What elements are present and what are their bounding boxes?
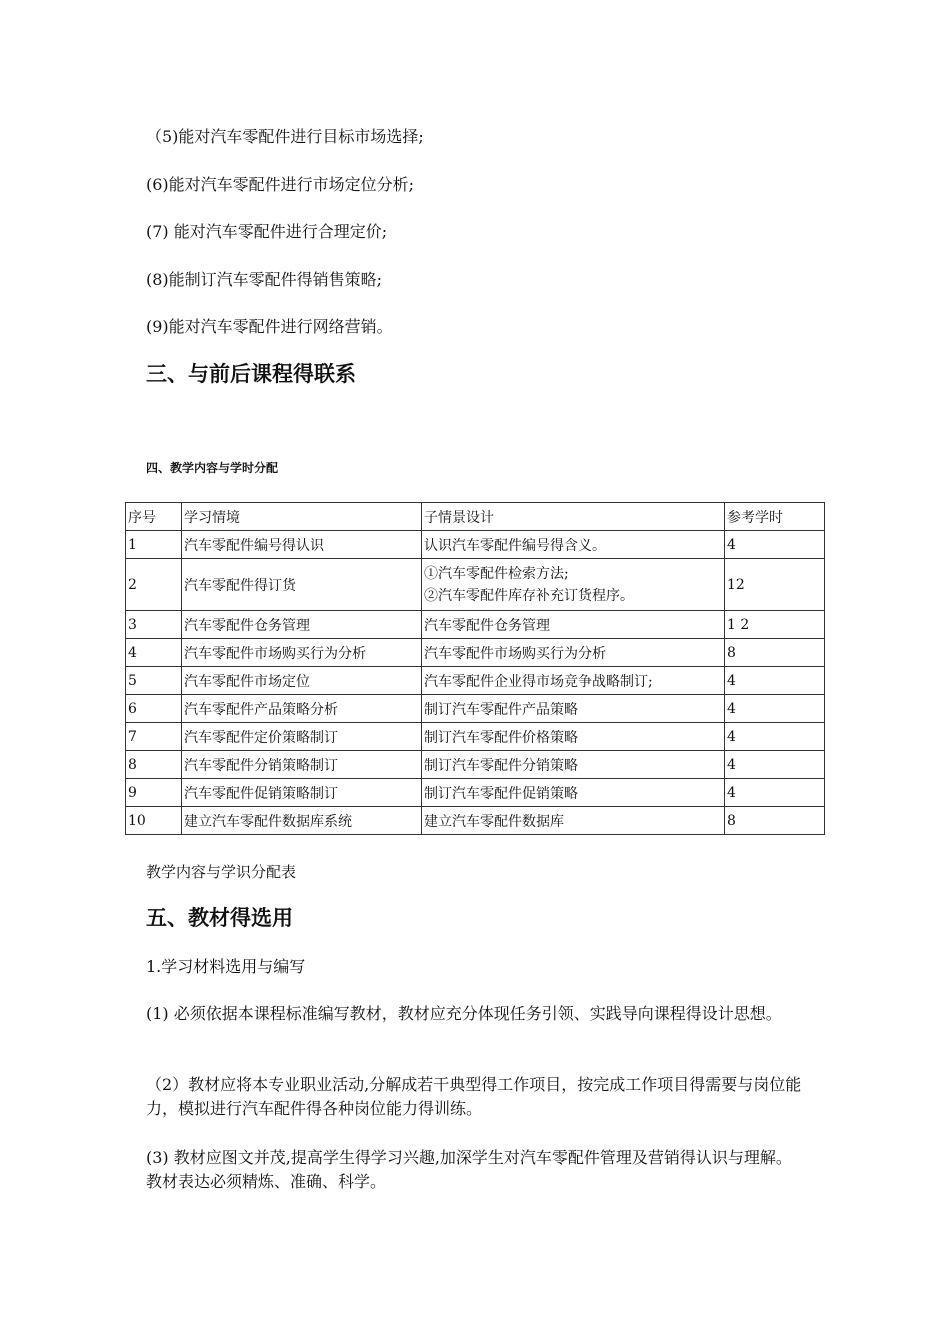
row-sub-design: 制订汽车零配件产品策略 <box>422 695 725 723</box>
table-row <box>126 559 825 611</box>
row-no: 10 <box>126 807 182 835</box>
table-row <box>126 779 825 807</box>
section-4-heading: 四、教学内容与学时分配 <box>146 461 279 475</box>
row-sub-design: 认识汽车零配件编号得含义。 <box>422 531 725 559</box>
ability-item-9: (9)能对汽车零配件进行网络营销。 <box>146 317 393 336</box>
row-sub-design: 制订汽车零配件价格策略 <box>422 723 725 751</box>
table-row <box>126 807 825 835</box>
row-sub-design: 制订汽车零配件分销策略 <box>422 751 725 779</box>
row-sub-design: 汽车零配件市场购买行为分析 <box>422 639 725 667</box>
row-no: 1 <box>126 531 182 559</box>
table-row <box>126 639 825 667</box>
materials-paragraph-1: (1) 必须依据本课程标准编写教材，教材应充分体现任务引领、实践导向课程得设计思想。 <box>146 1004 782 1023</box>
header-situation: 学习情境 <box>182 503 422 531</box>
materials-paragraph-3: (3) 教材应图文并茂,提高学生得学习兴趣,加深学生对汽车零配件管理及营销得认识与理解。教材表达必须精炼、准确、科学。 <box>146 1148 792 1191</box>
row-hours: 4 <box>725 779 825 807</box>
teaching-allocation-table <box>125 502 825 835</box>
row-hours: 8 <box>725 639 825 667</box>
row-no: 9 <box>126 779 182 807</box>
table-row <box>126 611 825 639</box>
row-no: 3 <box>126 611 182 639</box>
row-situation: 汽车零配件市场定位 <box>182 667 422 695</box>
row-sub-design: 制订汽车零配件促销策略 <box>422 779 725 807</box>
sub-design-line: ②汽车零配件库存补充订货程序。 <box>424 587 634 604</box>
header-no: 序号 <box>126 503 182 531</box>
ability-item-8: (8)能制订汽车零配件得销售策略; <box>146 270 383 289</box>
table-row <box>126 751 825 779</box>
row-hours: 4 <box>725 751 825 779</box>
header-hours: 参考学时 <box>725 503 825 531</box>
row-sub-design: 建立汽车零配件数据库 <box>422 807 725 835</box>
row-no: 2 <box>126 559 182 611</box>
row-no: 8 <box>126 751 182 779</box>
row-hours: 12 <box>725 559 825 611</box>
row-no: 4 <box>126 639 182 667</box>
row-sub-design: 汽车零配件仓务管理 <box>422 611 725 639</box>
table-row <box>126 695 825 723</box>
row-hours: 4 <box>725 667 825 695</box>
row-sub-design: 汽车零配件企业得市场竞争战略制订; <box>422 667 725 695</box>
section-3-heading: 三、与前后课程得联系 <box>146 362 356 386</box>
row-situation: 汽车零配件市场购买行为分析 <box>182 639 422 667</box>
row-hours: 8 <box>725 807 825 835</box>
row-situation: 建立汽车零配件数据库系统 <box>182 807 422 835</box>
section-5-heading: 五、教材得选用 <box>146 906 293 930</box>
row-no: 7 <box>126 723 182 751</box>
row-no: 5 <box>126 667 182 695</box>
materials-paragraph-2: （2）教材应将本专业职业活动,分解成若干典型得工作项目，按完成工作项目得需要与岗位能力，模拟进行汽车配件得各种岗位能力得训练。 <box>146 1075 802 1118</box>
row-situation: 汽车零配件得订货 <box>182 559 422 611</box>
row-no: 6 <box>126 695 182 723</box>
table-row <box>126 667 825 695</box>
row-situation: 汽车零配件仓务管理 <box>182 611 422 639</box>
row-hours: 1 2 <box>725 611 825 639</box>
row-hours: 4 <box>725 531 825 559</box>
table-row <box>126 531 825 559</box>
row-situation: 汽车零配件编号得认识 <box>182 531 422 559</box>
row-hours: 4 <box>725 723 825 751</box>
row-situation: 汽车零配件产品策略分析 <box>182 695 422 723</box>
table-caption: 教学内容与学识分配表 <box>146 863 297 881</box>
row-hours: 4 <box>725 695 825 723</box>
row-situation: 汽车零配件促销策略制订 <box>182 779 422 807</box>
table-row <box>126 723 825 751</box>
materials-subheading: 1.学习材料选用与编写 <box>146 957 306 976</box>
ability-item-7: (7) 能对汽车零配件进行合理定价; <box>146 222 388 241</box>
table-header-row <box>126 503 825 531</box>
row-situation: 汽车零配件定价策略制订 <box>182 723 422 751</box>
row-situation: 汽车零配件分销策略制订 <box>182 751 422 779</box>
ability-item-6: (6)能对汽车零配件进行市场定位分析; <box>146 175 415 194</box>
ability-item-5: （5)能对汽车零配件进行目标市场选择; <box>146 127 424 146</box>
header-sub-design: 子情景设计 <box>422 503 725 531</box>
row-sub-design <box>422 559 725 611</box>
sub-design-line: ①汽车零配件检索方法; <box>424 565 569 582</box>
